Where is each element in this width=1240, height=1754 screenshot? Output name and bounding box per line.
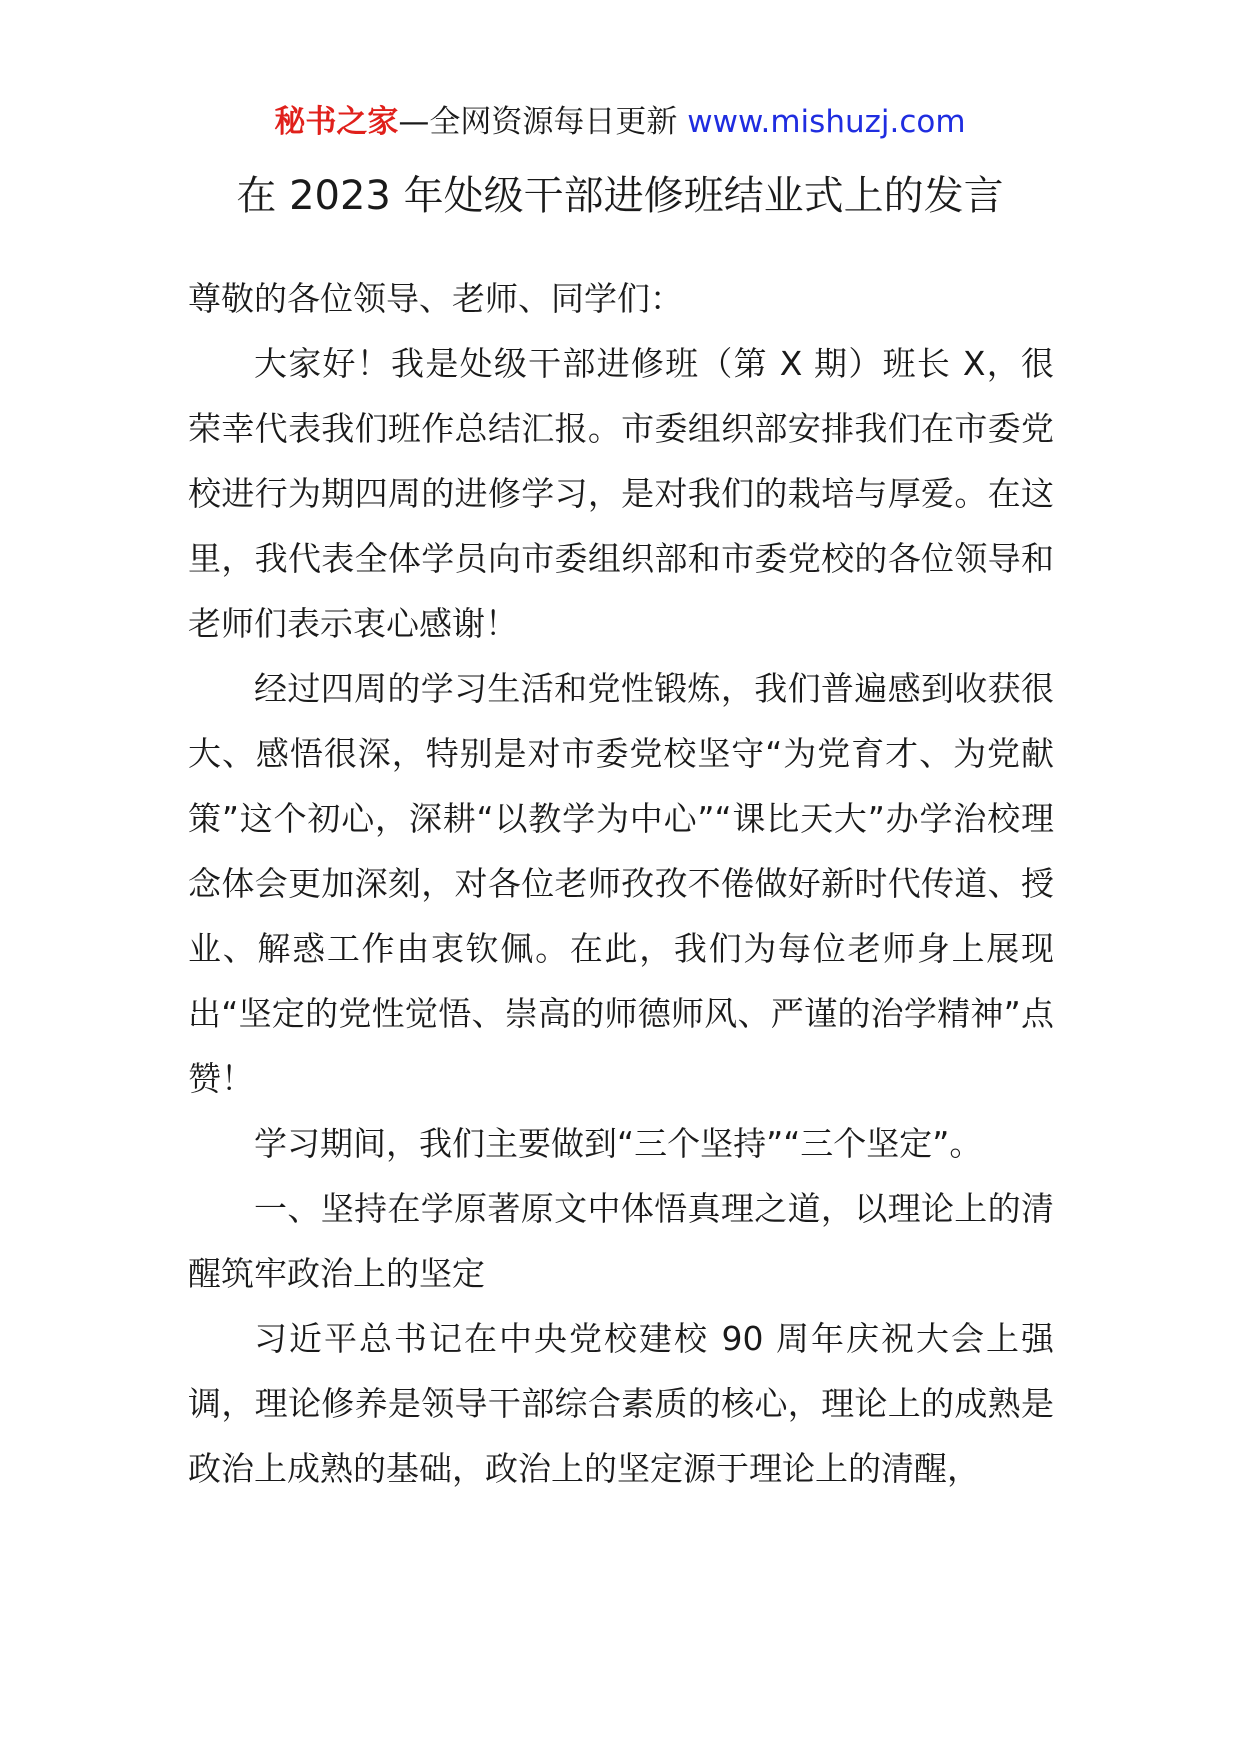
site-tagline: —全网资源每日更新 bbox=[398, 104, 688, 140]
document-body bbox=[188, 266, 1054, 1501]
paragraph: 经过四周的学习生活和党性锻炼，我们普遍感到收获很大、感悟很深，特别是对市委党校坚守“为党育才、为党献策”这个初心，深耕“以教学为中心”“课比天大”办学治校理念体会更加深刻，对各位老师孜孜不倦做好新时代传道、授业、解惑工作由衷钦佩。在此，我们为每位老师身上展现出“坚定的党性觉悟、崇高的师德师风、严谨的治学精神”点赞！ bbox=[188, 669, 1054, 1098]
site-url-link[interactable]: www.mishuzj.com bbox=[687, 104, 966, 140]
paragraph: 习近平总书记在中央党校建校 90 周年庆祝大会上强调，理论修养是领导干部综合素质的核心，理论上的成熟是政治上成熟的基础，政治上的坚定源于理论上的清醒， bbox=[188, 1319, 1054, 1488]
salutation: 尊敬的各位领导、老师、同学们： bbox=[188, 279, 683, 318]
paragraph: 大家好！我是处级干部进修班（第 X 期）班长 X，很荣幸代表我们班作总结汇报。市委组织部安排我们在市委党校进行为期四周的进修学习，是对我们的栽培与厚爱。在这里，我代表全体学员向市委组织部和市委党校的各位领导和老师们表示衷心感谢！ bbox=[188, 344, 1054, 643]
site-header bbox=[0, 100, 1240, 144]
site-brand: 秘书之家 bbox=[274, 104, 399, 140]
document-title: 在 2023 年处级干部进修班结业式上的发言 bbox=[236, 173, 1004, 219]
section-heading: 一、坚持在学原著原文中体悟真理之道，以理论上的清醒筑牢政治上的坚定 bbox=[188, 1189, 1054, 1293]
paragraph: 学习期间，我们主要做到“三个坚持”“三个坚定”。 bbox=[254, 1124, 983, 1163]
